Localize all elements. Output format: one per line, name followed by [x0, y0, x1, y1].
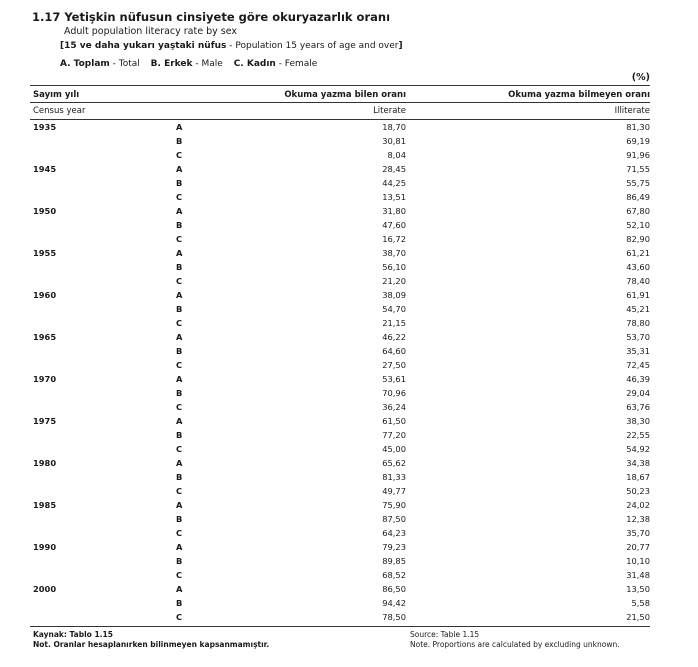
illiterate-rate-cell: 81,30: [626, 122, 650, 132]
footer-tr: [33, 630, 269, 650]
literate-rate-cell: 81,33: [382, 472, 406, 482]
table-row: [0, 373, 698, 387]
sex-code-cell: A: [176, 458, 183, 468]
census-year-cell: 1985: [33, 500, 57, 510]
sex-code-cell: B: [176, 388, 183, 398]
literate-rate-cell: 79,23: [382, 542, 406, 552]
sex-code-cell: A: [176, 584, 183, 594]
illiterate-rate-cell: 82,90: [626, 234, 650, 244]
table-row: [0, 513, 698, 527]
literate-rate-cell: 68,52: [382, 570, 406, 580]
sex-code-cell: B: [176, 598, 183, 608]
sex-code-cell: C: [176, 318, 183, 328]
note-tr: Not. Oranlar hesaplanırken bilinmeyen kapsanmamıştır.: [33, 640, 270, 649]
scope-bracket-open: [: [60, 41, 65, 51]
sex-code-cell: A: [176, 542, 183, 552]
population-scope: [60, 41, 403, 51]
illiterate-rate-cell: 10,10: [626, 556, 650, 566]
scope-tr: 15 ve daha yukarı yaştaki nüfus: [64, 41, 227, 51]
header-bottom-rule: [30, 119, 650, 120]
table-row: [0, 583, 698, 597]
table-row: [0, 149, 698, 163]
table-row: [0, 611, 698, 625]
illiterate-rate-cell: 38,30: [626, 416, 650, 426]
sex-code-cell: C: [176, 360, 183, 370]
literate-rate-cell: 27,50: [382, 360, 406, 370]
sex-legend: [60, 59, 317, 69]
sex-code-cell: A: [176, 248, 183, 258]
table-row: [0, 121, 698, 135]
table-row: [0, 597, 698, 611]
illiterate-rate-cell: 21,50: [626, 612, 650, 622]
scope-en: Population 15 years of age and over: [235, 41, 399, 51]
illiterate-rate-cell: 91,96: [626, 150, 650, 160]
census-year-cell: 1935: [33, 122, 57, 132]
literate-rate-cell: 28,45: [382, 164, 406, 174]
legend-code-total: A. Toplam: [60, 59, 110, 69]
header-year-en: Census year: [33, 106, 86, 116]
table-row: [0, 219, 698, 233]
illiterate-rate-cell: 35,70: [626, 528, 650, 538]
scope-sep: -: [226, 41, 236, 51]
sex-code-cell: A: [176, 374, 183, 384]
literate-rate-cell: 86,50: [382, 584, 406, 594]
table-row: [0, 317, 698, 331]
sex-code-cell: B: [176, 220, 183, 230]
illiterate-rate-cell: 72,45: [626, 360, 650, 370]
table-row: [0, 359, 698, 373]
literate-rate-cell: 49,77: [382, 486, 406, 496]
illiterate-rate-cell: 71,55: [626, 164, 650, 174]
illiterate-rate-cell: 20,77: [626, 542, 650, 552]
table-row: [0, 205, 698, 219]
illiterate-rate-cell: 12,38: [626, 514, 650, 524]
literate-rate-cell: 65,62: [382, 458, 406, 468]
sex-code-cell: B: [176, 556, 183, 566]
literate-rate-cell: 53,61: [382, 374, 406, 384]
table-row: [0, 289, 698, 303]
literate-rate-cell: 87,50: [382, 514, 406, 524]
census-year-cell: 1950: [33, 206, 57, 216]
illiterate-rate-cell: 18,67: [626, 472, 650, 482]
table-row: [0, 499, 698, 513]
illiterate-rate-cell: 53,70: [626, 332, 650, 342]
literate-rate-cell: 16,72: [382, 234, 406, 244]
table-row: [0, 541, 698, 555]
literate-rate-cell: 38,09: [382, 290, 406, 300]
illiterate-rate-cell: 69,19: [626, 136, 650, 146]
legend-label-total: - Total: [109, 59, 140, 69]
footer-en: [410, 630, 620, 650]
illiterate-rate-cell: 5,58: [631, 598, 650, 608]
sex-code-cell: A: [176, 500, 183, 510]
literate-rate-cell: 78,50: [382, 612, 406, 622]
table-row: [0, 401, 698, 415]
illiterate-rate-cell: 78,40: [626, 276, 650, 286]
table-row: [0, 261, 698, 275]
sex-code-cell: C: [176, 486, 183, 496]
table-row: [0, 275, 698, 289]
sex-code-cell: B: [176, 304, 183, 314]
table-row: [0, 177, 698, 191]
illiterate-rate-cell: 55,75: [626, 178, 650, 188]
table-title: 1.17 Yetişkin nüfusun cinsiyete göre okuryazarlık oranı: [32, 10, 391, 24]
census-year-cell: 2000: [33, 584, 57, 594]
sex-code-cell: C: [176, 234, 183, 244]
census-year-cell: 1945: [33, 164, 57, 174]
sex-code-cell: A: [176, 290, 183, 300]
illiterate-rate-cell: 24,02: [626, 500, 650, 510]
sex-code-cell: A: [176, 164, 183, 174]
illiterate-rate-cell: 13,50: [626, 584, 650, 594]
illiterate-rate-cell: 22,55: [626, 430, 650, 440]
table-subtitle: Adult population literacy rate by sex: [64, 26, 238, 37]
sex-code-cell: B: [176, 178, 183, 188]
legend-code-male: B. Erkek: [150, 59, 193, 69]
unit-label: (%): [631, 72, 650, 83]
illiterate-rate-cell: 78,80: [626, 318, 650, 328]
sex-code-cell: C: [176, 150, 183, 160]
sex-code-cell: C: [176, 528, 183, 538]
illiterate-rate-cell: 35,31: [626, 346, 650, 356]
header-illiterate-tr: Okuma yazma bilmeyen oranı: [508, 90, 650, 100]
illiterate-rate-cell: 31,48: [626, 570, 650, 580]
census-year-cell: 1990: [33, 542, 57, 552]
illiterate-rate-cell: 45,21: [626, 304, 650, 314]
literate-rate-cell: 64,60: [382, 346, 406, 356]
literate-rate-cell: 30,81: [382, 136, 406, 146]
sex-code-cell: C: [176, 570, 183, 580]
legend-label-male: - Male: [192, 59, 223, 69]
sex-code-cell: A: [176, 206, 183, 216]
literate-rate-cell: 77,20: [382, 430, 406, 440]
table-row: [0, 233, 698, 247]
illiterate-rate-cell: 61,21: [626, 248, 650, 258]
literate-rate-cell: 44,25: [382, 178, 406, 188]
source-en: Source: Table 1.15: [410, 630, 480, 639]
table-row: [0, 135, 698, 149]
illiterate-rate-cell: 52,10: [626, 220, 650, 230]
census-year-cell: 1955: [33, 248, 57, 258]
sex-code-cell: C: [176, 276, 183, 286]
sex-code-cell: C: [176, 612, 183, 622]
illiterate-rate-cell: 46,39: [626, 374, 650, 384]
sex-code-cell: B: [176, 346, 183, 356]
illiterate-rate-cell: 29,04: [626, 388, 650, 398]
illiterate-rate-cell: 67,80: [626, 206, 650, 216]
table-row: [0, 429, 698, 443]
table-row: [0, 191, 698, 205]
census-year-cell: 1970: [33, 374, 57, 384]
literate-rate-cell: 13,51: [382, 192, 406, 202]
literate-rate-cell: 94,42: [382, 598, 406, 608]
illiterate-rate-cell: 43,60: [626, 262, 650, 272]
sex-code-cell: C: [176, 192, 183, 202]
literate-rate-cell: 64,23: [382, 528, 406, 538]
literate-rate-cell: 21,20: [382, 276, 406, 286]
sex-code-cell: C: [176, 444, 183, 454]
header-year-tr: Sayım yılı: [33, 90, 80, 100]
header-literate-en: Literate: [373, 106, 406, 116]
table-row: [0, 415, 698, 429]
sex-code-cell: A: [176, 122, 183, 132]
sex-code-cell: A: [176, 416, 183, 426]
literate-rate-cell: 21,15: [382, 318, 406, 328]
illiterate-rate-cell: 54,92: [626, 444, 650, 454]
sex-code-cell: C: [176, 402, 183, 412]
literate-rate-cell: 54,70: [382, 304, 406, 314]
table-row: [0, 527, 698, 541]
literate-rate-cell: 31,80: [382, 206, 406, 216]
header-illiterate-en: Illiterate: [614, 106, 650, 116]
literate-rate-cell: 56,10: [382, 262, 406, 272]
census-year-cell: 1975: [33, 416, 57, 426]
literate-rate-cell: 89,85: [382, 556, 406, 566]
legend-label-female: - Female: [275, 59, 318, 69]
table-row: [0, 303, 698, 317]
literate-rate-cell: 18,70: [382, 122, 406, 132]
literate-rate-cell: 75,90: [382, 500, 406, 510]
literate-rate-cell: 61,50: [382, 416, 406, 426]
illiterate-rate-cell: 63,76: [626, 402, 650, 412]
sex-code-cell: B: [176, 472, 183, 482]
table-row: [0, 331, 698, 345]
illiterate-rate-cell: 34,38: [626, 458, 650, 468]
source-tr: Kaynak: Tablo 1.15: [33, 630, 113, 639]
table-row: [0, 345, 698, 359]
table-row: [0, 247, 698, 261]
data-table-body: [0, 121, 698, 625]
table-row: [0, 485, 698, 499]
table-row: [0, 457, 698, 471]
literate-rate-cell: 36,24: [382, 402, 406, 412]
literate-rate-cell: 45,00: [382, 444, 406, 454]
table-row: [0, 387, 698, 401]
sex-code-cell: B: [176, 262, 183, 272]
table-bottom-rule: [30, 626, 650, 627]
table-row: [0, 569, 698, 583]
table-row: [0, 163, 698, 177]
census-year-cell: 1965: [33, 332, 57, 342]
literate-rate-cell: 46,22: [382, 332, 406, 342]
sex-code-cell: B: [176, 136, 183, 146]
table-row: [0, 471, 698, 485]
note-en: Note. Proportions are calculated by excluding unknown.: [410, 640, 620, 649]
illiterate-rate-cell: 61,91: [626, 290, 650, 300]
census-year-cell: 1960: [33, 290, 57, 300]
literate-rate-cell: 8,04: [387, 150, 406, 160]
sex-code-cell: B: [176, 514, 183, 524]
literate-rate-cell: 70,96: [382, 388, 406, 398]
header-top-rule: [30, 85, 650, 86]
sex-code-cell: A: [176, 332, 183, 342]
illiterate-rate-cell: 86,49: [626, 192, 650, 202]
census-year-cell: 1980: [33, 458, 57, 468]
table-row: [0, 555, 698, 569]
table-row: [0, 443, 698, 457]
scope-bracket-close: ]: [398, 41, 403, 51]
header-literate-tr: Okuma yazma bilen oranı: [284, 90, 406, 100]
header-mid-rule: [30, 102, 650, 103]
literate-rate-cell: 47,60: [382, 220, 406, 230]
sex-code-cell: B: [176, 430, 183, 440]
illiterate-rate-cell: 50,23: [626, 486, 650, 496]
legend-code-female: C. Kadın: [233, 59, 276, 69]
literate-rate-cell: 38,70: [382, 248, 406, 258]
